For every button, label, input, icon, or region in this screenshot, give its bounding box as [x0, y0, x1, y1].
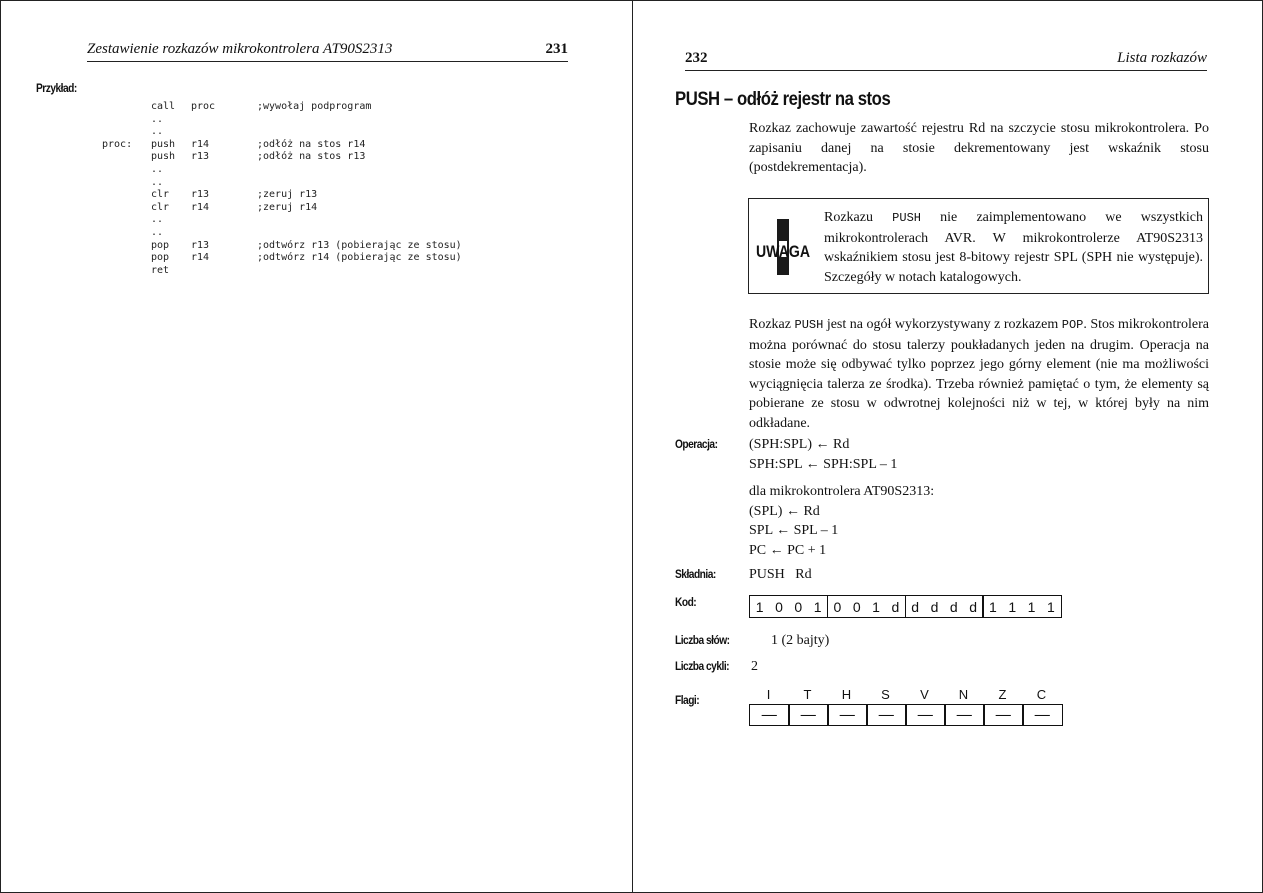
- code-comment: ;odtwórz r14 (pobierając ze stosu): [257, 252, 462, 264]
- code-mnemonic: ..: [151, 176, 164, 188]
- code-line: [1, 114, 601, 127]
- opcode-bit: 1: [872, 598, 880, 615]
- note-code: PUSH: [892, 211, 921, 225]
- code-line: [1, 164, 601, 177]
- code-operand: r14: [191, 201, 210, 213]
- flag-names-row: [749, 687, 1061, 702]
- desc-text-2: jest na ogół wykorzystywany z rozkazem: [823, 317, 1062, 332]
- opcode-bit: 1: [1027, 598, 1036, 615]
- opcode-bit: 1: [813, 598, 822, 615]
- syntax-value: PUSH Rd: [749, 567, 812, 582]
- code-comment: ;zeruj r14: [257, 201, 318, 213]
- warning-note-text: [824, 208, 1203, 287]
- code-operand: r14: [191, 252, 210, 264]
- opcode-bit: 0: [775, 598, 783, 615]
- left-page: [1, 1, 632, 892]
- operation-label: Operacja:: [675, 437, 718, 451]
- code-mnemonic: ..: [151, 113, 164, 125]
- code-operand: r14: [191, 138, 210, 150]
- flag-name: S: [881, 687, 890, 702]
- operation-line: SPH:SPL ← SPH:SPL – 1: [749, 456, 898, 472]
- opcode-bit: d: [969, 598, 977, 615]
- code-listing: [1, 101, 601, 277]
- code-line: [1, 202, 601, 215]
- code-line: [1, 252, 601, 265]
- operation-alt-line: SPL ← SPL – 1: [749, 523, 839, 538]
- opcode-bit: d: [949, 598, 958, 615]
- opcode-bit: 0: [833, 598, 842, 615]
- right-page-number: 232: [685, 50, 708, 66]
- opcode-bit: 1: [1008, 598, 1017, 615]
- flag-value: —: [944, 704, 985, 726]
- cycles-label: Liczba cykli:: [675, 659, 730, 673]
- desc-code-1: PUSH: [794, 318, 824, 332]
- flag-value: —: [788, 704, 829, 726]
- operation-alt-line: PC ← PC + 1: [749, 542, 827, 558]
- code-label: proc:: [102, 138, 133, 150]
- code-mnemonic: push: [151, 151, 176, 163]
- code-mnemonic: pop: [151, 239, 170, 251]
- words-value: 1 (2 bajty): [771, 633, 830, 648]
- code-line: [1, 177, 601, 190]
- flags-table: [749, 687, 1061, 726]
- opcode-bit: 0: [852, 598, 861, 615]
- code-line: [1, 214, 601, 227]
- flags-label: Flagi:: [675, 693, 700, 707]
- syntax-label: Składnia:: [675, 567, 716, 581]
- code-mnemonic: ..: [151, 126, 164, 138]
- code-comment: ;odtwórz r13 (pobierając ze stosu): [257, 239, 462, 251]
- code-line: [1, 189, 601, 202]
- opcode-bit: d: [930, 598, 939, 615]
- opcode-bit: d: [911, 598, 920, 615]
- note-text-before: Rozkazu: [824, 210, 893, 225]
- code-mnemonic: ret: [151, 264, 170, 276]
- section-heading: PUSH – odłóż rejestr na stos: [675, 89, 891, 110]
- operation-lines: [749, 435, 897, 474]
- right-running-title: Lista rozkazów: [1117, 50, 1207, 66]
- code-operand: r13: [191, 151, 210, 163]
- code-comment: ;wywołaj podprogram: [257, 101, 372, 112]
- operation-line: (SPH:SPL) ← Rd: [749, 437, 850, 452]
- flag-name: H: [841, 687, 852, 702]
- words-label: Liczba słów:: [675, 633, 730, 647]
- opcode-nibble: [905, 595, 984, 618]
- opcode-bit: 1: [755, 598, 764, 615]
- code-comment: ;zeruj r13: [257, 189, 318, 201]
- operation-alt: [749, 482, 934, 560]
- code-line: [1, 139, 601, 152]
- flag-value: —: [866, 704, 907, 726]
- flag-name: I: [766, 687, 771, 702]
- code-line: [1, 265, 601, 278]
- note-text-after: nie zaimplementowano we wszystkich mikrokontrolerach AVR. W mikrokontrolerze AT90S2313 wskaźnikiem stosu jest 8-bitowy rejestr SPL (SPH nie występuje). Szczegóły w notach katalogowych.: [824, 210, 1203, 285]
- desc-code-2: POP: [1061, 318, 1084, 332]
- code-mnemonic: clr: [151, 189, 170, 201]
- code-mnemonic: push: [151, 138, 176, 150]
- left-page-number: 231: [545, 41, 568, 57]
- left-running-head: [87, 41, 568, 62]
- opcode-bit-table: [749, 595, 1060, 618]
- flag-name: C: [1036, 687, 1047, 702]
- flag-value: —: [905, 704, 946, 726]
- flag-value: —: [1022, 704, 1063, 726]
- code-line: [1, 151, 601, 164]
- opcode-bit: d: [891, 598, 900, 615]
- code-mnemonic: clr: [151, 201, 170, 213]
- code-comment: ;odłóż na stos r14: [257, 138, 366, 150]
- code-line: [1, 227, 601, 240]
- flag-name: V: [920, 687, 929, 702]
- code-line: [1, 240, 601, 253]
- opcode-bit: 1: [1046, 598, 1055, 615]
- code-line: [1, 126, 601, 139]
- flag-name: T: [803, 687, 812, 702]
- flag-values-row: [749, 704, 1061, 726]
- operation-alt-line: (SPL) ← Rd: [749, 503, 820, 519]
- intro-paragraph: Rozkaz zachowuje zawartość rejestru Rd na szczycie stosu mikrokontrolera. Po zapisaniu danej na stosie dekrementowany jest wskaźnik stosu (postdekrementacja).: [749, 121, 1209, 175]
- flag-name: Z: [998, 687, 1007, 702]
- opcode-bit: 1: [989, 598, 997, 615]
- uwaga-warning-icon: [753, 217, 813, 277]
- code-operand: proc: [191, 101, 216, 112]
- code-comment: ;odłóż na stos r13: [257, 151, 366, 163]
- right-running-head: [685, 50, 1207, 71]
- desc-text-3: . Stos mikrokontrolera można porównać do stosu talerzy poukładanych jeden na drugim. Operacja na stosie może się odbywać tylko poprzez jego górny element (nie ma możliwości wyciągnięcia talerza ze środka). Trzeba również pamiętać o tym, że elementy są pobierane ze stosu w odwrotnej kolejności niż w tej, w której były na nim odkładane.: [749, 317, 1209, 431]
- flag-value: —: [983, 704, 1024, 726]
- desc-text-1: Rozkaz: [749, 317, 795, 332]
- example-label: Przykład:: [36, 81, 77, 95]
- code-mnemonic: call: [151, 101, 176, 112]
- code-operand: r13: [191, 189, 210, 201]
- operation-alt-title: dla mikrokontrolera AT90S2313:: [749, 484, 935, 499]
- opcode-nibble: [749, 595, 828, 618]
- warning-note: [748, 198, 1209, 294]
- opcode-label: Kod:: [675, 595, 697, 609]
- left-running-title: Zestawienie rozkazów mikrokontrolera AT90S2313: [87, 41, 393, 57]
- code-operand: r13: [191, 239, 210, 251]
- code-line: [1, 101, 601, 114]
- code-mnemonic: ..: [151, 214, 164, 226]
- opcode-nibble: [982, 595, 1061, 618]
- code-mnemonic: pop: [151, 252, 170, 264]
- right-page: [633, 1, 1262, 892]
- opcode-bit: 0: [794, 598, 803, 615]
- flag-name: N: [958, 687, 969, 702]
- description-paragraph: [749, 315, 1209, 433]
- code-mnemonic: ..: [151, 163, 164, 175]
- flag-value: —: [749, 704, 790, 726]
- opcode-nibble: [827, 595, 906, 618]
- uwaga-icon-text: UWAGA: [756, 242, 810, 261]
- cycles-value: 2: [751, 659, 758, 674]
- code-mnemonic: ..: [151, 226, 164, 238]
- flag-value: —: [827, 704, 868, 726]
